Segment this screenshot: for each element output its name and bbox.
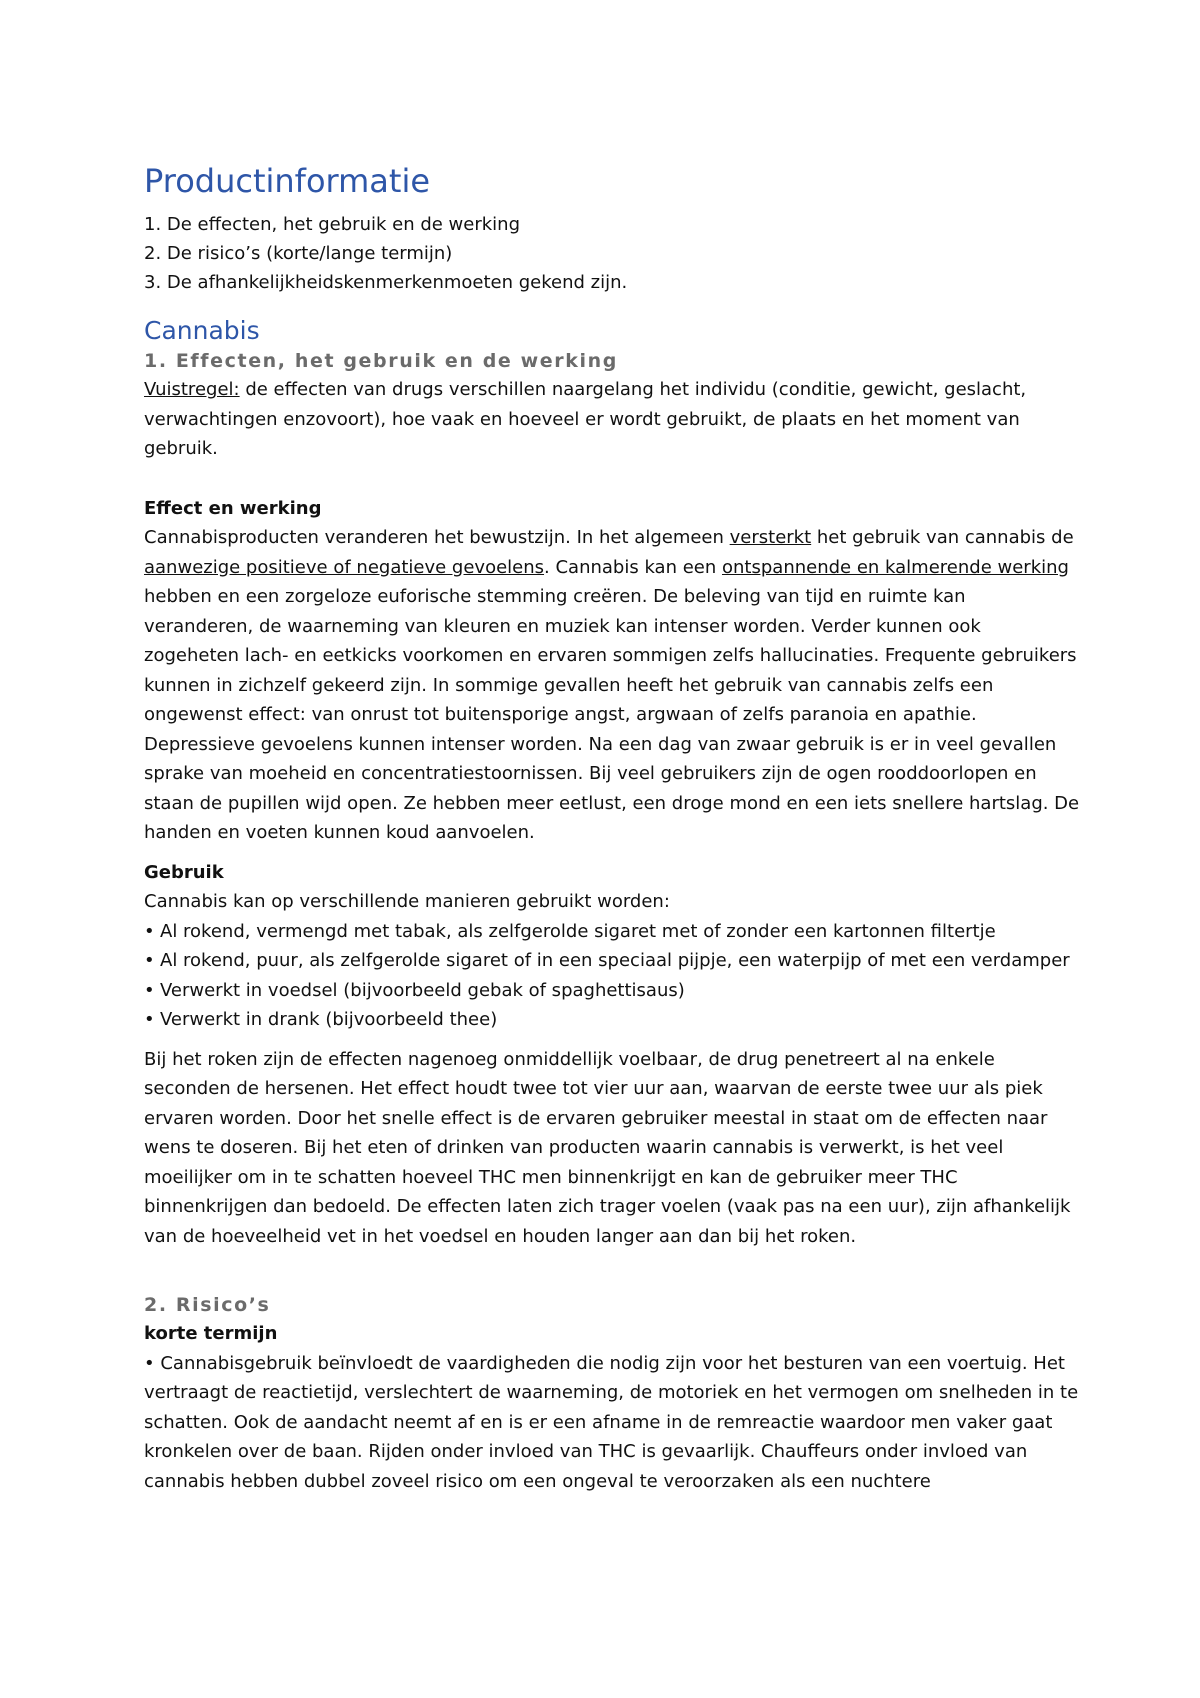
effect-text: het gebruik van cannabis de <box>811 527 1074 548</box>
bullet-icon: • <box>144 1009 155 1030</box>
list-item <box>144 946 1080 976</box>
effect-text: Cannabisproducten veranderen het bewustzijn. In het algemeen <box>144 527 730 548</box>
list-item-text: Al rokend, puur, als zelfgerolde sigaret of in een speciaal pijpje, een waterpijp of met een verdamper <box>160 950 1070 971</box>
effect-paragraph <box>144 523 1080 848</box>
effect-heading: Effect en werking <box>144 497 322 519</box>
intro-list-item: 3. De afhankelijkheidskenmerkenmoeten gekend zijn. <box>144 272 628 293</box>
intro-list-item: 1. De effecten, het gebruik en de werking <box>144 214 521 235</box>
effect-underlined: ontspannende en kalmerende werking <box>722 556 1069 578</box>
subheading-risks: 2. Risico’s <box>144 1294 271 1316</box>
list-item-text: Al rokend, vermengd met tabak, als zelfgerolde sigaret met of zonder een kartonnen filtertje <box>160 920 996 942</box>
effect-underlined: aanwezige positieve of negatieve gevoelens <box>144 556 545 578</box>
bullet-icon: • <box>144 1352 155 1374</box>
use-paragraph: Bij het roken zijn de effecten nagenoeg onmiddellijk voelbaar, de drug penetreert al na enkele seconden de hersenen. Het effect houdt twee tot vier uur aan, waarvan de eerste twee uur als piek ervaren worden. Door het snelle effect is de ervaren gebruiker meestal in staat om de effecten naar wens te doseren. Bij het eten of drinken van producten waarin cannabis is verwerkt, is het veel moeilijker om in te schatten hoeveel THC men binnenkrijgt en kan de gebruiker meer THC binnenkrijgen dan bedoeld. De effecten laten zich trager voelen (vaak pas na een uur), zijn afhankelijk van de hoeveelheid vet in het voedsel en houden langer aan dan bij het roken. <box>144 1048 1071 1247</box>
section-heading-cannabis: Cannabis <box>144 316 260 345</box>
short-term-text: Cannabisgebruik beïnvloedt de vaardigheden die nodig zijn voor het besturen van een voertuig. Het vertraagt de reactietijd, verslechtert de waarneming, de motoriek en het vermogen om snelheden in te schatten. Ook de aandacht neemt af en is er een afname in de remreactie waardoor men vaker gaat kronkelen over de baan. Rijden onder invloed van THC is gevaarlijk. Chauffeurs onder invloed van cannabis hebben dubbel zoveel risico om een ongeval te veroorzaken als een nuchtere <box>144 1352 1079 1492</box>
effect-text: . Cannabis kan een <box>544 556 722 578</box>
effect-text: hebben en een zorgeloze euforische stemming creëren. De beleving van tijd en ruimte kan veranderen, de waarneming van kleuren en muziek kan intenser worden. Verder kunnen ook zogeheten lach- en eetkicks voorkomen en ervaren sommigen zelfs hallucinaties. Frequente gebruikers kunnen in zichzelf gekeerd zijn. In sommige gevallen heeft het gebruik van cannabis zelfs een ongewenst effect: van onrust tot buitensporige angst, argwaan of zelfs paranoia en apathie. Depressieve gevoelens kunnen intenser worden. Na een dag van zwaar gebruik is er in veel gevallen sprake van moeheid en concentratiestoornissen. Bij veel gebruikers zijn de ogen rooddoorlopen en staan de pupillen wijd open. Ze hebben meer eetlust, een droge mond en een iets snellere hartslag. De handen en voeten kunnen koud aanvoelen. <box>144 586 1080 843</box>
subheading-effects: 1. Effecten, het gebruik en de werking <box>144 350 618 372</box>
use-heading: Gebruik <box>144 861 224 883</box>
rule-text: de effecten van drugs verschillen naargelang het individu (conditie, gewicht, geslacht, verwachtingen enzovoort), hoe vaak en hoeveel er wordt gebruikt, de plaats en het moment van gebruik. <box>144 379 1027 459</box>
page-title: Productinformatie <box>144 162 431 200</box>
list-item <box>144 917 1080 947</box>
rule-paragraph <box>144 375 1080 464</box>
short-term-heading: korte termijn <box>144 1323 278 1344</box>
list-item-text: Verwerkt in drank (bijvoorbeeld thee) <box>160 1009 498 1030</box>
list-item <box>144 976 1080 1006</box>
bullet-icon: • <box>144 920 155 942</box>
list-item <box>144 1005 1080 1035</box>
effect-underlined: versterkt <box>729 527 812 548</box>
use-intro: Cannabis kan op verschillende manieren gebruikt worden: <box>144 891 670 912</box>
bullet-icon: • <box>144 979 155 1001</box>
use-bullet-list <box>144 917 1080 1035</box>
short-term-paragraph <box>144 1349 1080 1497</box>
rule-label: Vuistregel: <box>144 379 240 400</box>
intro-list <box>144 210 1080 297</box>
list-item-text: Verwerkt in voedsel (bijvoorbeeld gebak of spaghettisaus) <box>160 979 685 1001</box>
intro-list-item: 2. De risico’s (korte/lange termijn) <box>144 243 453 264</box>
bullet-icon: • <box>144 950 155 971</box>
